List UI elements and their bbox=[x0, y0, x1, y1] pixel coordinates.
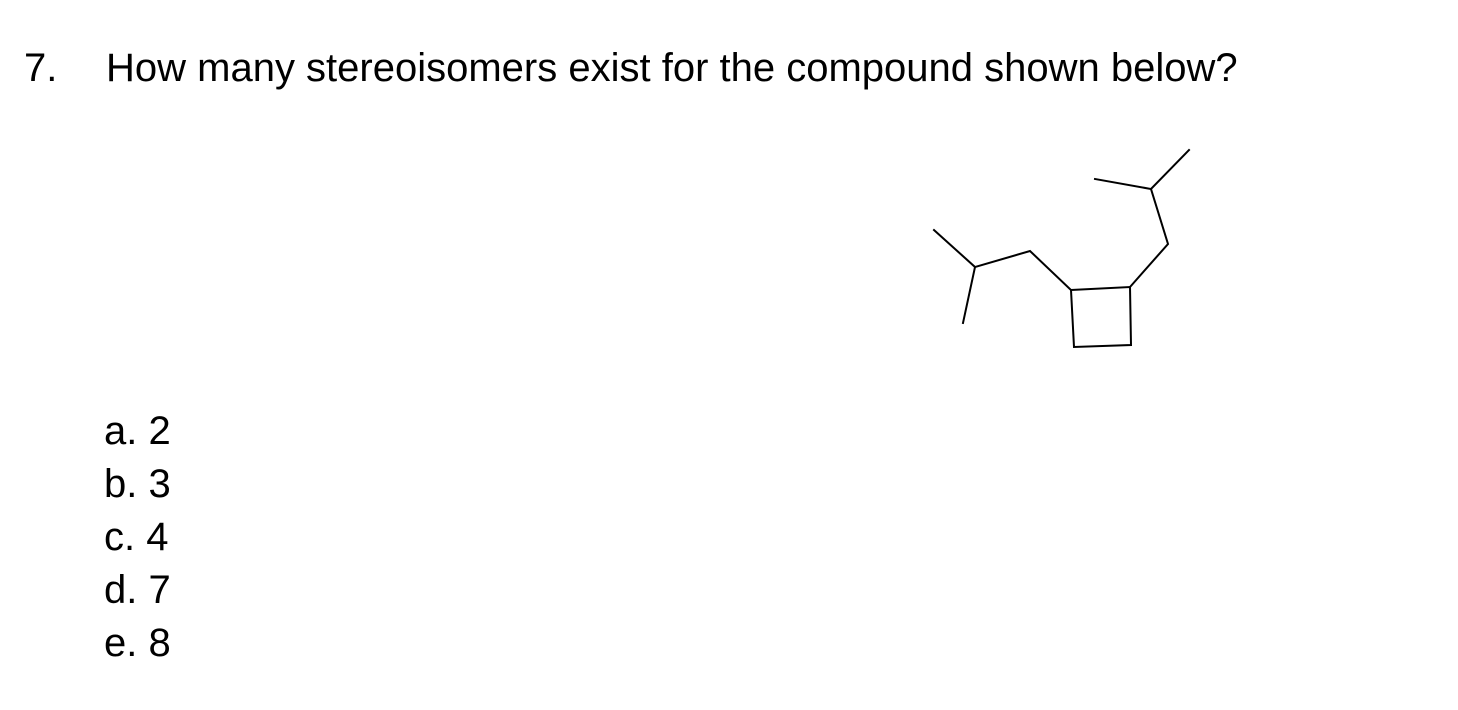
left-isobutyl-methyl-lower bbox=[963, 267, 975, 323]
choice-c[interactable] bbox=[104, 511, 171, 564]
choice-e[interactable] bbox=[104, 617, 171, 670]
choice-letter: a. bbox=[104, 409, 138, 453]
answer-choices bbox=[104, 405, 171, 670]
left-isobutyl-methyl-upper bbox=[934, 230, 975, 267]
question-text: How many stereoisomers exist for the compound shown below? bbox=[106, 46, 1238, 90]
choice-b[interactable] bbox=[104, 458, 171, 511]
choice-value: 4 bbox=[146, 515, 169, 559]
choice-value: 3 bbox=[148, 462, 171, 506]
right-isobutyl-methyl-left bbox=[1095, 179, 1151, 189]
choice-value: 8 bbox=[148, 621, 171, 665]
right-isobutyl-methyl-right bbox=[1151, 150, 1189, 189]
choice-value: 7 bbox=[148, 568, 171, 612]
choice-letter: d. bbox=[104, 568, 138, 612]
choice-letter: c. bbox=[104, 515, 136, 559]
cyclobutane-ring bbox=[1071, 287, 1131, 347]
right-isobutyl-chain bbox=[1130, 189, 1168, 287]
choice-letter: e. bbox=[104, 621, 138, 665]
choice-letter: b. bbox=[104, 462, 138, 506]
choice-d[interactable] bbox=[104, 564, 171, 617]
left-isobutyl-chain bbox=[975, 251, 1071, 290]
question-number: 7. bbox=[24, 46, 58, 90]
choice-a[interactable] bbox=[104, 405, 171, 458]
choice-value: 2 bbox=[148, 409, 171, 453]
